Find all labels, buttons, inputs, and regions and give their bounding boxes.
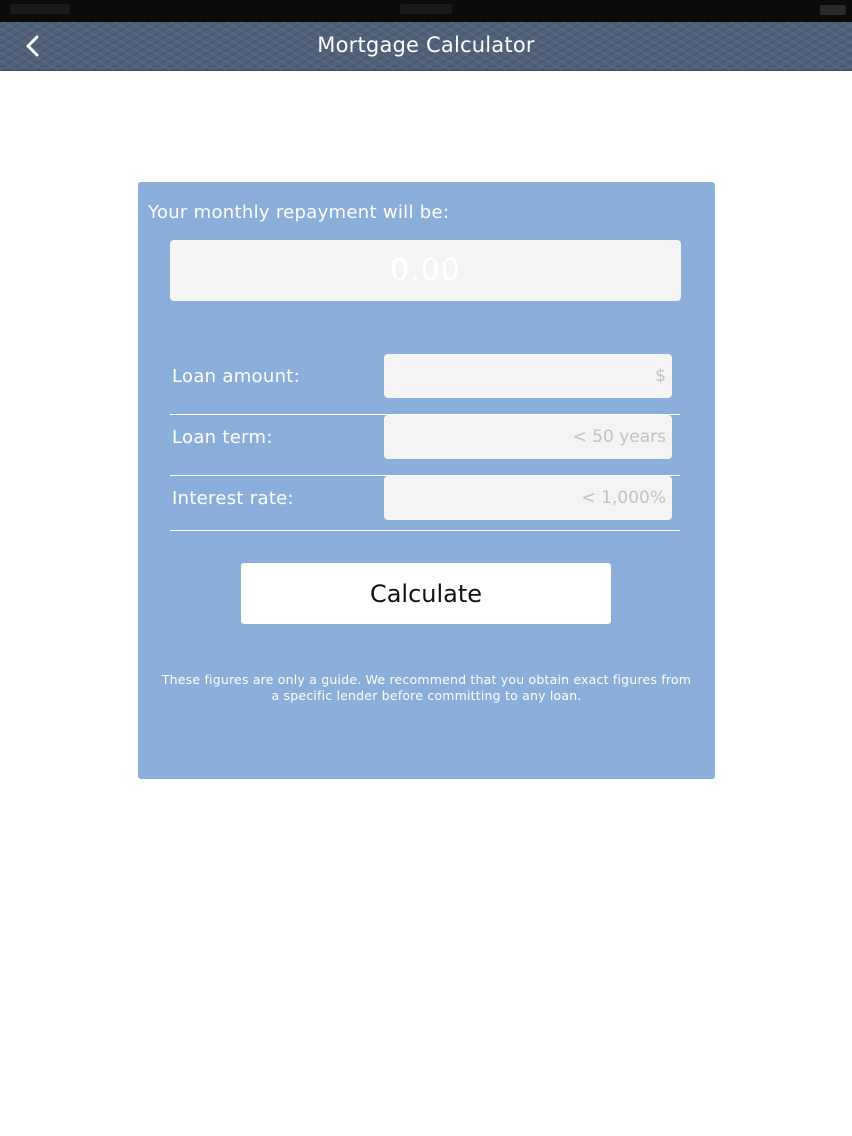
loan-term-input[interactable]	[384, 415, 672, 459]
repayment-heading: Your monthly repayment will be:	[148, 202, 450, 223]
loan-amount-label: Loan amount:	[172, 366, 301, 387]
loan-term-row	[170, 415, 680, 476]
loan-amount-row	[170, 354, 680, 415]
calculator-panel	[138, 182, 715, 779]
navigation-bar	[0, 22, 852, 71]
carrier-indicator	[10, 4, 70, 14]
page-title: Mortgage Calculator	[317, 33, 535, 57]
disclaimer-line-2: a specific lender before committing to any loan.	[271, 688, 582, 703]
loan-term-label: Loan term:	[172, 427, 273, 448]
loan-amount-input[interactable]	[384, 354, 672, 398]
interest-rate-input[interactable]	[384, 476, 672, 520]
disclaimer-line-1: These figures are only a guide. We recommend that you obtain exact figures from	[161, 672, 692, 687]
status-bar	[0, 0, 852, 22]
calculate-button[interactable]: Calculate	[241, 563, 611, 624]
disclaimer-text	[146, 672, 707, 704]
interest-rate-label: Interest rate:	[172, 488, 294, 509]
monthly-repayment-result: 0.00	[170, 240, 681, 301]
interest-rate-row	[170, 476, 680, 531]
clock	[400, 4, 452, 14]
battery-icon	[820, 5, 846, 15]
